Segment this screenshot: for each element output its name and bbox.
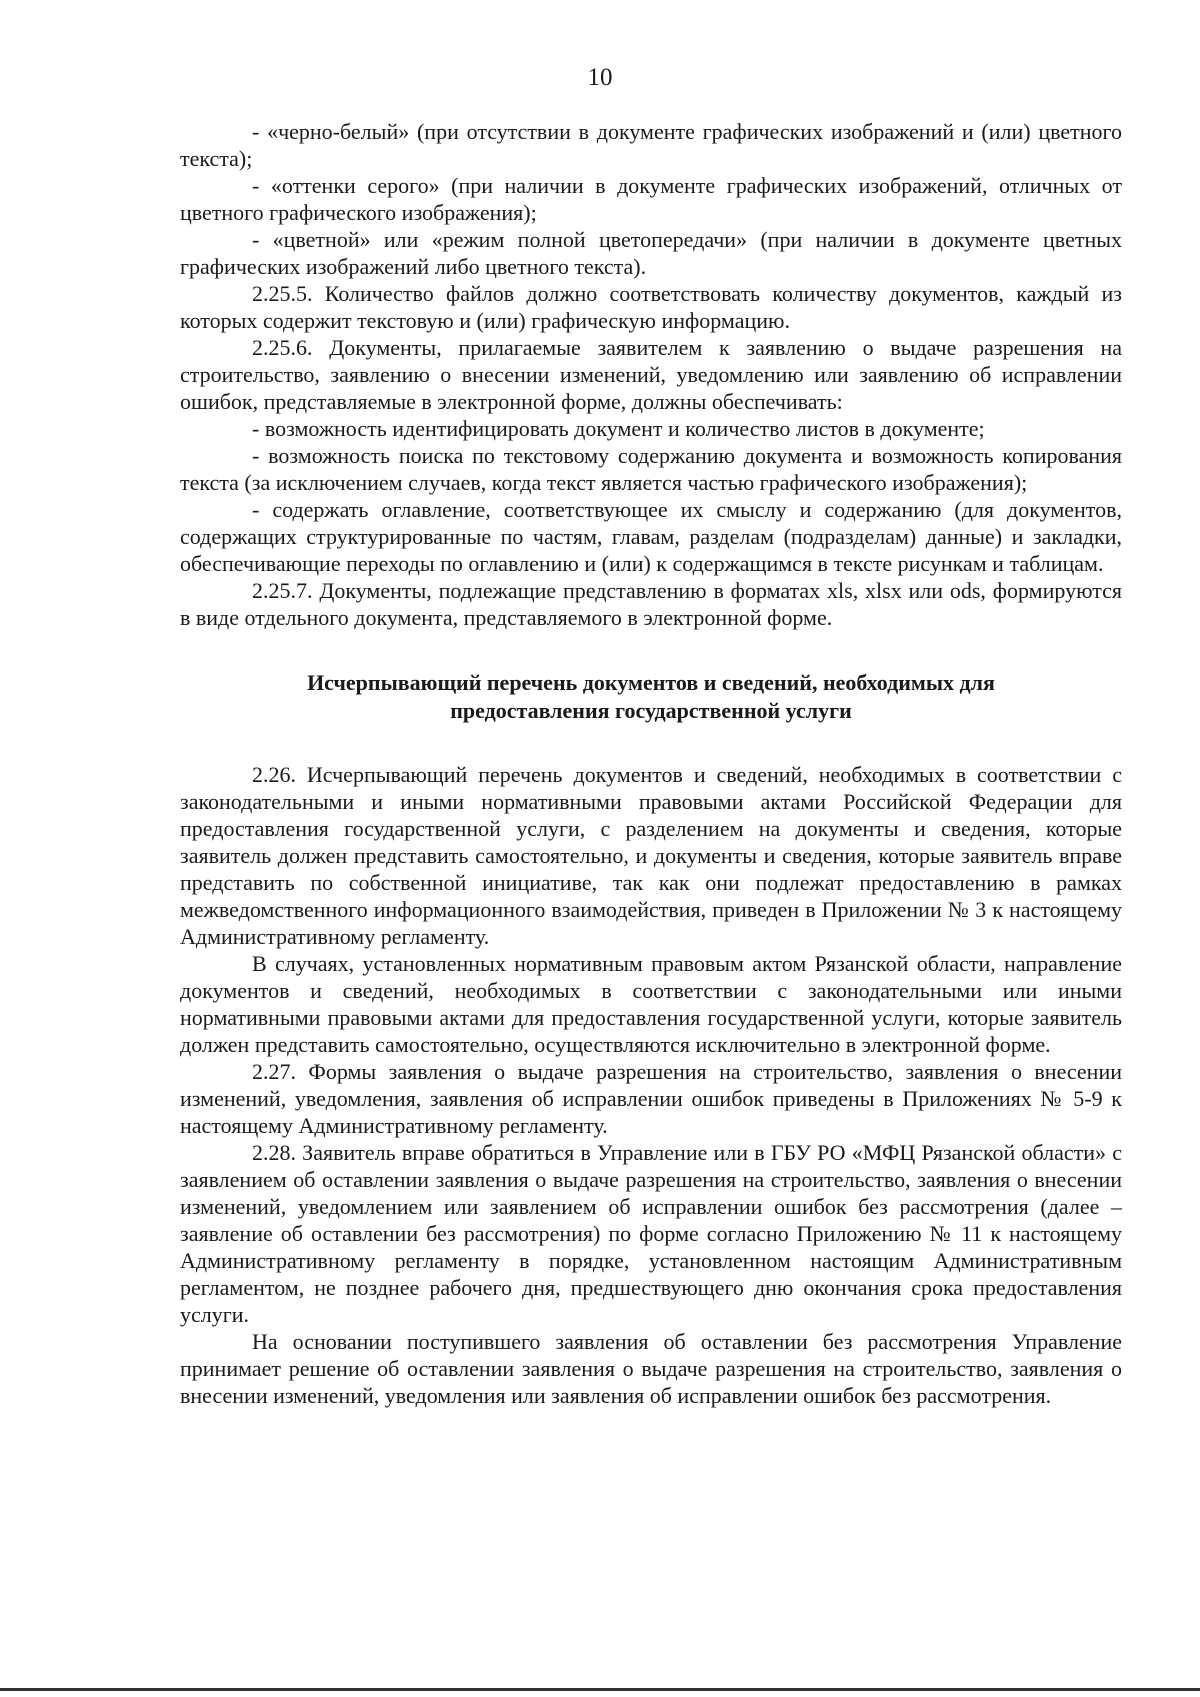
page-bottom-rule [0, 1688, 1200, 1691]
paragraph: - возможность идентифицировать документ и количество листов в документе; [252, 416, 985, 441]
section-heading-line: предоставления государственной услуги [450, 698, 852, 723]
paragraph: 2.28. Заявитель вправе обратиться в Управление или в ГБУ РО «МФЦ Рязанской области» с заявлением об оставлении заявления о выдаче разрешения на строительство, заявления о внесении изменений, уведомлением или заявлением об исправлении ошибок без рассмотрения (далее – заявление об оставлении без рассмотрения) по форме согласно Приложению № 11 к настоящему Административному регламенту в порядке, установленном настоящим Административным регламентом, не позднее рабочего дня, предшествующего дню окончания срока предоставления услуги. [180, 1140, 1122, 1327]
paragraph: 2.26. Исчерпывающий перечень документов и сведений, необходимых в соответствии с законодательными и иными нормативными правовыми актами Российской Федерации для предоставления государственной услуги, с разделением на документы и сведения, которые заявитель должен представить самостоятельно, и документы и сведения, которые заявитель вправе представить по собственной инициативе, так как они подлежат предоставлению в рамках межведомственного информационного взаимодействия, приведен в Приложении № 3 к настоящему Административному регламенту. [180, 762, 1122, 949]
paragraph: - возможность поиска по текстовому содержанию документа и возможность копирования текста (за исключением случаев, когда текст является частью графического изображения); [180, 443, 1122, 495]
section-heading [180, 669, 1122, 725]
paragraph: 2.27. Формы заявления о выдаче разрешения на строительство, заявления о внесении изменений, уведомления, заявления об исправлении ошибок приведены в Приложениях № 5-9 к настоящему Административному регламенту. [180, 1059, 1122, 1138]
document-body [180, 118, 1122, 1409]
paragraph: - «черно-белый» (при отсутствии в документе графических изображений и (или) цветного текста); [180, 119, 1122, 171]
paragraph: 2.25.5. Количество файлов должно соответствовать количеству документов, каждый из которых содержит текстовую и (или) графическую информацию. [180, 281, 1122, 333]
paragraph: На основании поступившего заявления об оставлении без рассмотрения Управление принимает решение об оставлении заявления о выдаче разрешения на строительство, заявления о внесении изменений, уведомления или заявления об исправлении ошибок без рассмотрения. [180, 1329, 1122, 1408]
paragraph: В случаях, установленных нормативным правовым актом Рязанской области, направление документов и сведений, необходимых в соответствии с законодательными или иными нормативными правовыми актами для предоставления государственной услуги, которые заявитель должен представить самостоятельно, осуществляются исключительно в электронной форме. [180, 951, 1122, 1057]
paragraph: - содержать оглавление, соответствующее их смыслу и содержанию (для документов, содержащих структурированные по частям, главам, разделам (подразделам) данные) и закладки, обеспечивающие переходы по оглавлению и (или) к содержащимся в тексте рисункам и таблицам. [180, 497, 1122, 576]
paragraph: - «цветной» или «режим полной цветопередачи» (при наличии в документе цветных графических изображений либо цветного текста). [180, 227, 1122, 279]
page-number: 10 [587, 64, 613, 91]
paragraph: 2.25.6. Документы, прилагаемые заявителем к заявлению о выдаче разрешения на строительство, заявлению о внесении изменений, уведомлению или заявлению об исправлении ошибок, представляемые в электронной форме, должны обеспечивать: [180, 335, 1122, 414]
paragraph: 2.25.7. Документы, подлежащие представлению в форматах xls, xlsx или ods, формируются в виде отдельного документа, представляемого в электронной форме. [180, 578, 1122, 630]
paragraph: - «оттенки серого» (при наличии в документе графических изображений, отличных от цветного графического изображения); [180, 173, 1122, 225]
section-heading-line: Исчерпывающий перечень документов и сведений, необходимых для [307, 670, 995, 695]
